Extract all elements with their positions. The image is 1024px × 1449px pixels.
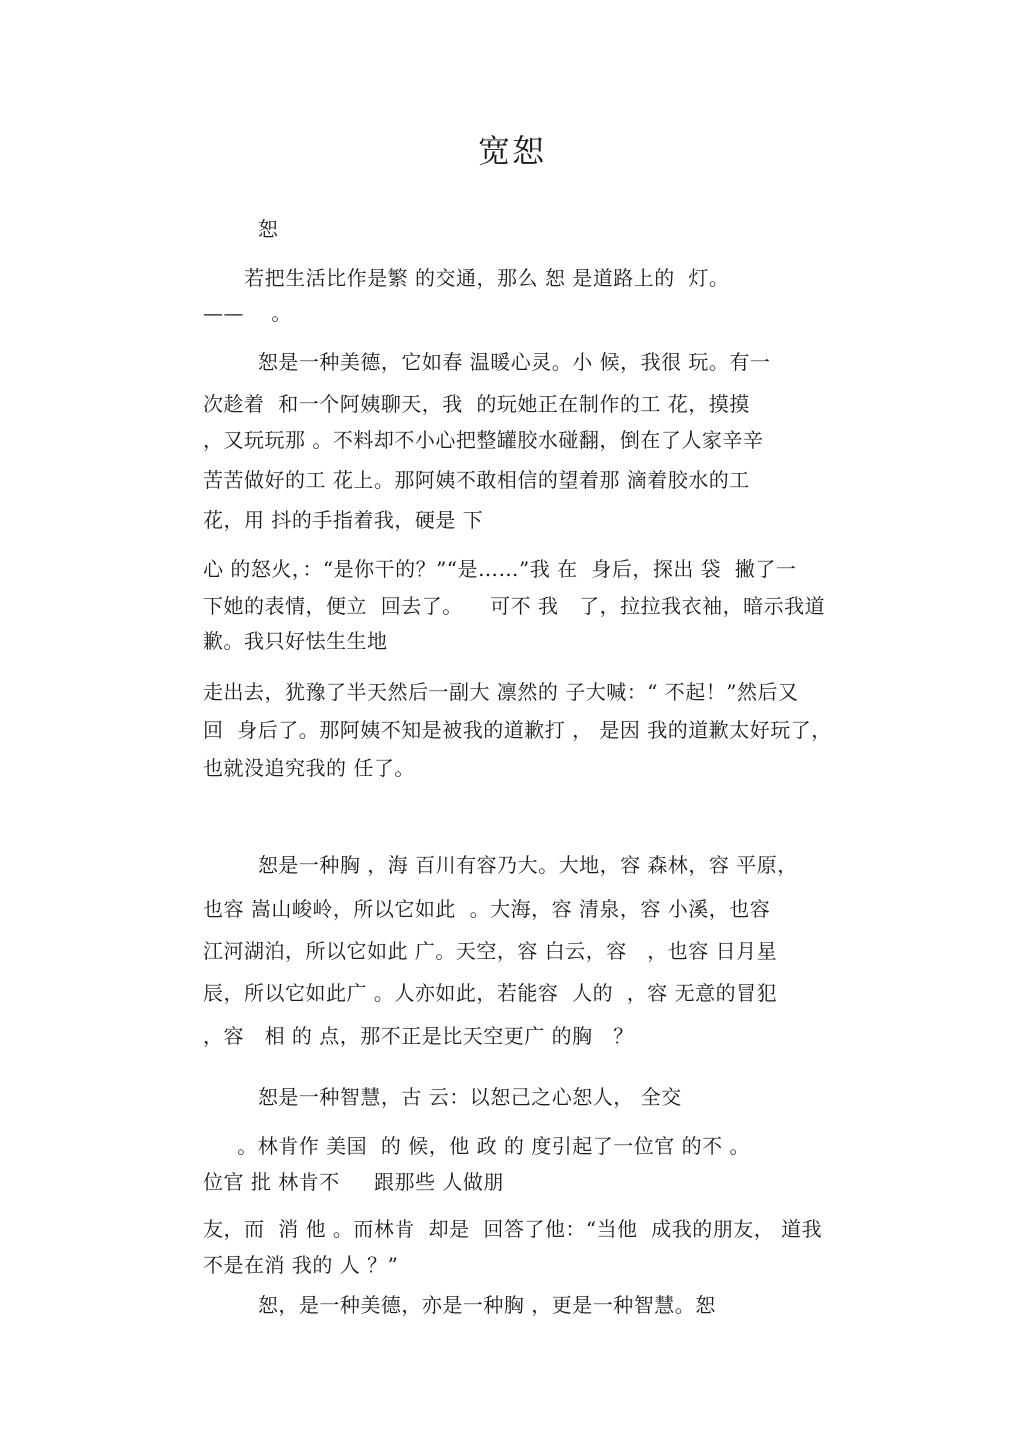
text-line: 也就没追究我的 任了。 bbox=[203, 756, 415, 780]
text-line: 恕 bbox=[203, 217, 279, 241]
text-line: —— 。 bbox=[203, 301, 292, 325]
text-line: 花，用 抖的手指着我，硬是 下 bbox=[203, 508, 484, 532]
text-line: 恕是一种胸 ，海 百川有容乃大。大地，容 森林，容 平原， bbox=[203, 853, 798, 877]
text-line: 恕，是一种美德，亦是一种胸 ，更是一种智慧。恕 bbox=[203, 1293, 716, 1317]
text-line: 江河湖泊，所以它如此 广。天空，容 白云，容 ，也容 日月星 bbox=[203, 939, 778, 963]
text-line: 歉。我只好怯生生地 bbox=[203, 629, 388, 653]
text-line: 恕是一种智慧，古 云：以恕己之心恕人， 全交 bbox=[203, 1085, 682, 1109]
text-line: 回 身后了。那阿姨不知是被我的道歉打 ， 是因 我的道歉太好玩了， bbox=[203, 718, 832, 742]
text-line: 次趁着 和一个阿姨聊天，我 的玩她正在制作的工 花，摸摸 bbox=[203, 392, 750, 416]
text-line: 若把生活比作是繁 的交通，那么 恕 是道路上的 灯。 bbox=[203, 266, 730, 290]
text-line: 心 的怒火，：“是你干的？”“是……”我 在 身后，探出 袋 撇了一 bbox=[203, 557, 797, 581]
text-line: ，又玩玩那 。不料却不小心把整罐胶水碰翻，倒在了人家辛辛 bbox=[203, 428, 764, 452]
document-title: 宽恕 bbox=[477, 132, 546, 170]
text-line: 位官 批 林肯不 跟那些 人做朋 bbox=[203, 1170, 504, 1194]
text-line: 。林肯作 美国 的 候，他 政 的 度引起了一位官 的不 。 bbox=[203, 1134, 751, 1158]
text-line: 也容 嵩山峻岭，所以它如此 。大海，容 清泉，容 小溪，也容 bbox=[203, 897, 771, 921]
text-line: 辰，所以它如此广 。人亦如此，若能容 人的 ，容 无意的冒犯 bbox=[203, 981, 778, 1005]
text-line: 下她的表情，便立 回去了。 可不 我 了，拉拉我衣袖，暗示我道 bbox=[203, 594, 826, 618]
text-line: 友，而 消 他 。而林肯 却是 回答了他：“当他 成我的朋友， 道我 bbox=[203, 1217, 823, 1241]
text-line: 走出去，犹豫了半天然后一副大 凛然的 子大喊：“ 不起！”然后又 bbox=[203, 680, 799, 704]
text-line: ，容 相 的 点，那不正是比天空更广 的胸 ？ bbox=[203, 1024, 634, 1048]
text-line: 苦苦做好的工 花上。那阿姨不敢相信的望着那 滴着胶水的工 bbox=[203, 468, 750, 492]
text-line: 恕是一种美德，它如春 温暖心灵。小 候，我很 玩。有一 bbox=[203, 350, 771, 374]
text-line: 不是在消 我的 人 ？” bbox=[203, 1253, 399, 1277]
